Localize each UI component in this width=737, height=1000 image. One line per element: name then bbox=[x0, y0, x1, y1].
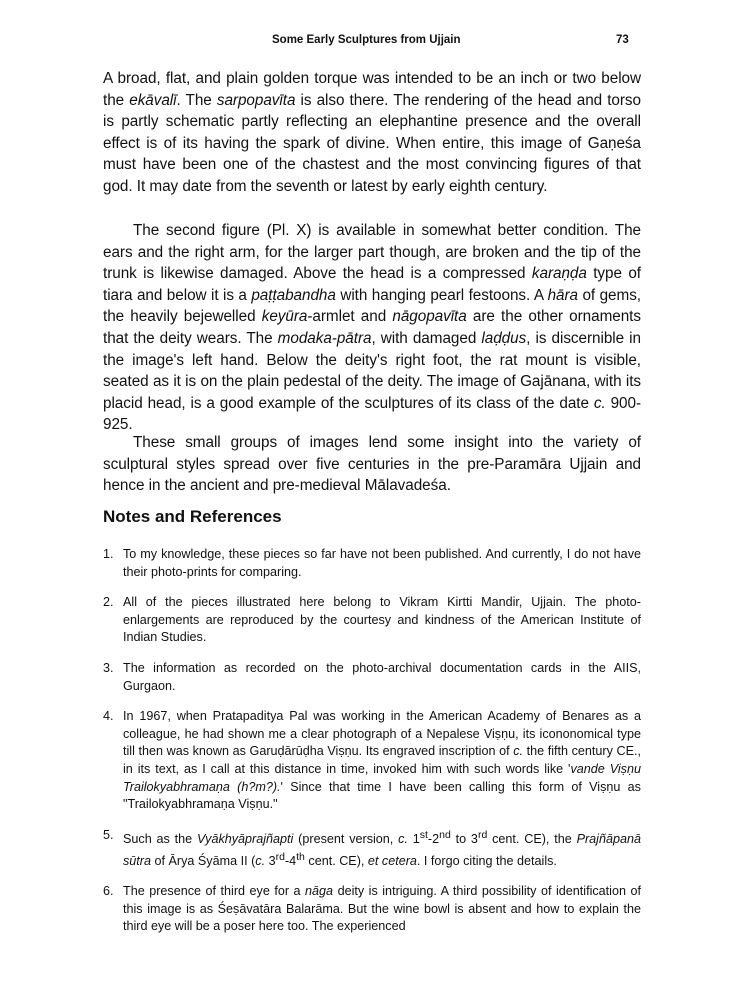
page-number: 73 bbox=[616, 34, 629, 46]
note-text: All of the pieces illustrated here belong to Vikram Kirtti Mandir, Ujjain. The photo-enlargements are reproduced by the courtesy and kindness of the American Institute of Indian Studies. bbox=[123, 595, 641, 645]
body-paragraph: These small groups of images lend some insight into the variety of sculptural styles spread over five centuries in the pre-Paramāra Ujjain and hence in the ancient and pre-medieval Mālavadeśa. bbox=[103, 434, 641, 495]
notes-list bbox=[103, 546, 641, 949]
note-item bbox=[103, 827, 641, 871]
note-text: To my knowledge, these pieces so far have not been published. And currently, I do not have their photo-prints for comparing. bbox=[123, 547, 641, 579]
note-item bbox=[103, 883, 641, 936]
note-text: The presence of third eye for a nāga deity is intriguing. A third possibility of identification of this image is as Śeṣāvatāra Balarāma. But the wine bowl is absent and how to explain the third eye will be a poser here too. The experienced bbox=[123, 884, 641, 934]
note-number: 2. bbox=[103, 595, 114, 610]
note-number: 6. bbox=[103, 884, 114, 899]
note-number: 4. bbox=[103, 709, 114, 724]
note-text: In 1967, when Pratapaditya Pal was working in the American Academy of Benares as a colleague, he had shown me a clear photograph of a Nepalese Viṣṇu, its icononomical type till then was known as Garuḍārūḍha Viṣṇu. Its engraved inscription of c. the fifth century CE., in its text, as I call at this distance in time, invoked him with such words like 'vande Viṣṇu Trailokyabhramaṇa (h?m?).' Since that time I have been calling this form of Viṣṇu as "Trailokyabhramaṇa Viṣṇu." bbox=[123, 709, 642, 812]
section-heading: Notes and References bbox=[103, 507, 282, 526]
note-item bbox=[103, 708, 641, 814]
running-title: Some Early Sculptures from Ujjain bbox=[272, 34, 461, 46]
note-text: Such as the Vyākhyāprajñapti (present version, c. 1st-2nd to 3rd cent. CE), the Prajñāpanā sūtra of Ārya Śyāma II (c. 3rd-4th cent. CE), et cetera. I forgo citing the details. bbox=[123, 828, 641, 868]
note-number: 5. bbox=[103, 827, 114, 842]
note-number: 1. bbox=[103, 547, 114, 561]
note-item bbox=[103, 594, 641, 647]
note-number: 3. bbox=[103, 660, 114, 675]
note-item bbox=[103, 546, 641, 581]
body-paragraph: The second figure (Pl. X) is available in somewhat better condition. The ears and the right arm, for the larger part though, are broken and the tip of the trunk is likewise damaged. Above the head is a compressed karaṇḍa type of tiara and below it is a paṭṭabandha with hanging pearl festoons. A hāra of gems, the heavily bejewelled keyūra-armlet and nāgopavīta are the other ornaments that the deity wears. The modaka-pātra, with damaged laḍḍus, is discernible in the image's left hand. Below the deity's right foot, the rat mount is visible, seated as it is on the plain pedestal of the deity. The image of Gajānana, with its placid head, is a good example of the sculptures of its class of the date c. 900-925. bbox=[103, 222, 642, 434]
note-text: The information as recorded on the photo-archival documentation cards in the AIIS, Gurgaon. bbox=[123, 660, 641, 693]
page-header bbox=[0, 34, 737, 52]
body-paragraph: A broad, flat, and plain golden torque was intended to be an inch or two below the ekāvalī. The sarpopavīta is also there. The rendering of the head and torso is partly schematic partly reflecting an elephantine presence and the overall effect is of its having the spark of divine. When entire, this image of Gaṇeśa must have been one of the chastest and the most convincing figures of that god. It may date from the seventh or latest by early eighth century. bbox=[103, 70, 641, 195]
note-item bbox=[103, 660, 641, 695]
